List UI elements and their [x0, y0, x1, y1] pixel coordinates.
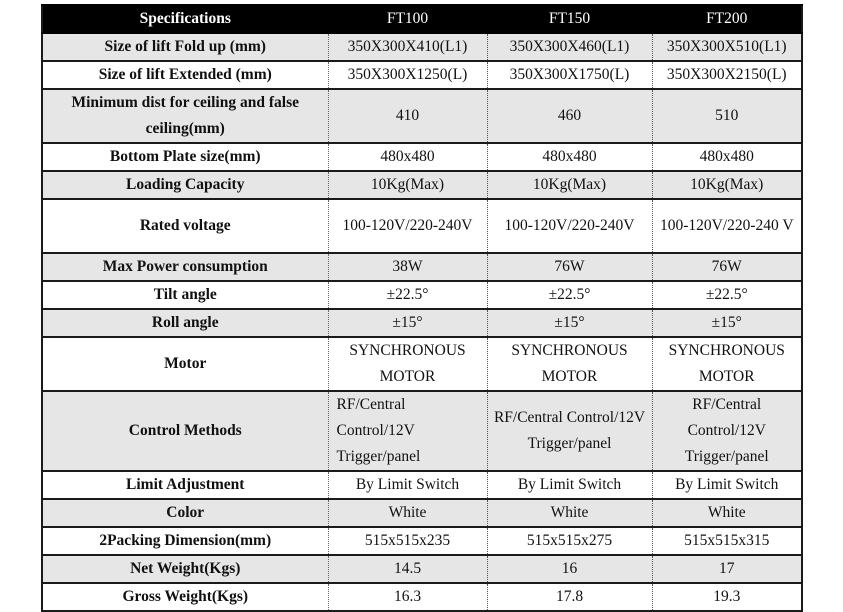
cell-ft150: 350X300X1750(L) [487, 61, 652, 89]
table-row [42, 337, 802, 391]
cell-ft150: SYNCHRONOUS MOTOR [487, 337, 652, 391]
cell-ft150: 10Kg(Max) [487, 171, 652, 199]
cell-ft200: 350X300X2150(L) [652, 61, 802, 89]
table-row [42, 281, 802, 309]
cell-ft200: By Limit Switch [652, 471, 802, 499]
specifications-table [41, 4, 803, 612]
table-row [42, 527, 802, 555]
cell-ft100: 515x515x235 [328, 527, 487, 555]
table-row [42, 555, 802, 583]
table-row [42, 143, 802, 171]
row-label: Limit Adjustment [42, 471, 328, 499]
cell-ft150: 350X300X460(L1) [487, 33, 652, 61]
cell-ft100: 350X300X410(L1) [328, 33, 487, 61]
cell-ft200: 10Kg(Max) [652, 171, 802, 199]
cell-ft200: ±15° [652, 309, 802, 337]
row-label: Gross Weight(Kgs) [42, 583, 328, 611]
table-row [42, 33, 802, 61]
cell-ft200: 510 [652, 89, 802, 143]
row-label: Bottom Plate size(mm) [42, 143, 328, 171]
table-row [42, 391, 802, 471]
row-label: Loading Capacity [42, 171, 328, 199]
cell-ft200: SYNCHRONOUS MOTOR [652, 337, 802, 391]
cell-ft100: 14.5 [328, 555, 487, 583]
cell-ft150: White [487, 499, 652, 527]
row-label: Roll angle [42, 309, 328, 337]
cell-ft150: ±22.5° [487, 281, 652, 309]
row-label: Net Weight(Kgs) [42, 555, 328, 583]
cell-ft100: ±15° [328, 309, 487, 337]
cell-ft150: 100-120V/220-240V [487, 199, 652, 253]
cell-ft150: By Limit Switch [487, 471, 652, 499]
cell-ft200: 480x480 [652, 143, 802, 171]
cell-ft200: 17 [652, 555, 802, 583]
cell-ft200: 350X300X510(L1) [652, 33, 802, 61]
cell-ft200: 515x515x315 [652, 527, 802, 555]
cell-ft150: 460 [487, 89, 652, 143]
header-ft100: FT100 [328, 5, 487, 33]
table-header-row [42, 5, 802, 33]
table-row [42, 199, 802, 253]
cell-ft150: 480x480 [487, 143, 652, 171]
cell-ft100: 100-120V/220-240V [328, 199, 487, 253]
cell-ft100: 16.3 [328, 583, 487, 611]
row-label: 2Packing Dimension(mm) [42, 527, 328, 555]
header-specifications: Specifications [42, 5, 328, 33]
row-label: Motor [42, 337, 328, 391]
cell-ft100: By Limit Switch [328, 471, 487, 499]
cell-ft200: ±22.5° [652, 281, 802, 309]
cell-ft150: 515x515x275 [487, 527, 652, 555]
cell-ft150: 17.8 [487, 583, 652, 611]
table-row [42, 171, 802, 199]
cell-ft100: 410 [328, 89, 487, 143]
cell-ft100: 10Kg(Max) [328, 171, 487, 199]
table-row [42, 253, 802, 281]
table-row [42, 309, 802, 337]
table-row [42, 471, 802, 499]
cell-ft200: 19.3 [652, 583, 802, 611]
cell-ft100: ±22.5° [328, 281, 487, 309]
row-label: Minimum dist for ceiling and false ceiling(mm) [42, 89, 328, 143]
cell-ft200: 100-120V/220-240 V [652, 199, 802, 253]
header-ft150: FT150 [487, 5, 652, 33]
cell-ft200: RF/Central Control/12V Trigger/panel [652, 391, 802, 471]
header-ft200: FT200 [652, 5, 802, 33]
row-label: Control Methods [42, 391, 328, 471]
cell-ft150: ±15° [487, 309, 652, 337]
row-label: Color [42, 499, 328, 527]
cell-ft150: 76W [487, 253, 652, 281]
row-label: Max Power consumption [42, 253, 328, 281]
row-label: Size of lift Fold up (mm) [42, 33, 328, 61]
cell-ft100: 38W [328, 253, 487, 281]
table-row [42, 89, 802, 143]
cell-ft100: RF/Central Control/12V Trigger/panel [328, 391, 487, 471]
cell-ft200: 76W [652, 253, 802, 281]
table-row [42, 61, 802, 89]
table-row [42, 499, 802, 527]
row-label: Tilt angle [42, 281, 328, 309]
cell-ft100: 350X300X1250(L) [328, 61, 487, 89]
table-row [42, 583, 802, 611]
cell-ft150: RF/Central Control/12V Trigger/panel [487, 391, 652, 471]
cell-ft100: 480x480 [328, 143, 487, 171]
cell-ft200: White [652, 499, 802, 527]
cell-ft150: 16 [487, 555, 652, 583]
row-label: Rated voltage [42, 199, 328, 253]
cell-ft100: SYNCHRONOUS MOTOR [328, 337, 487, 391]
cell-ft100: White [328, 499, 487, 527]
row-label: Size of lift Extended (mm) [42, 61, 328, 89]
